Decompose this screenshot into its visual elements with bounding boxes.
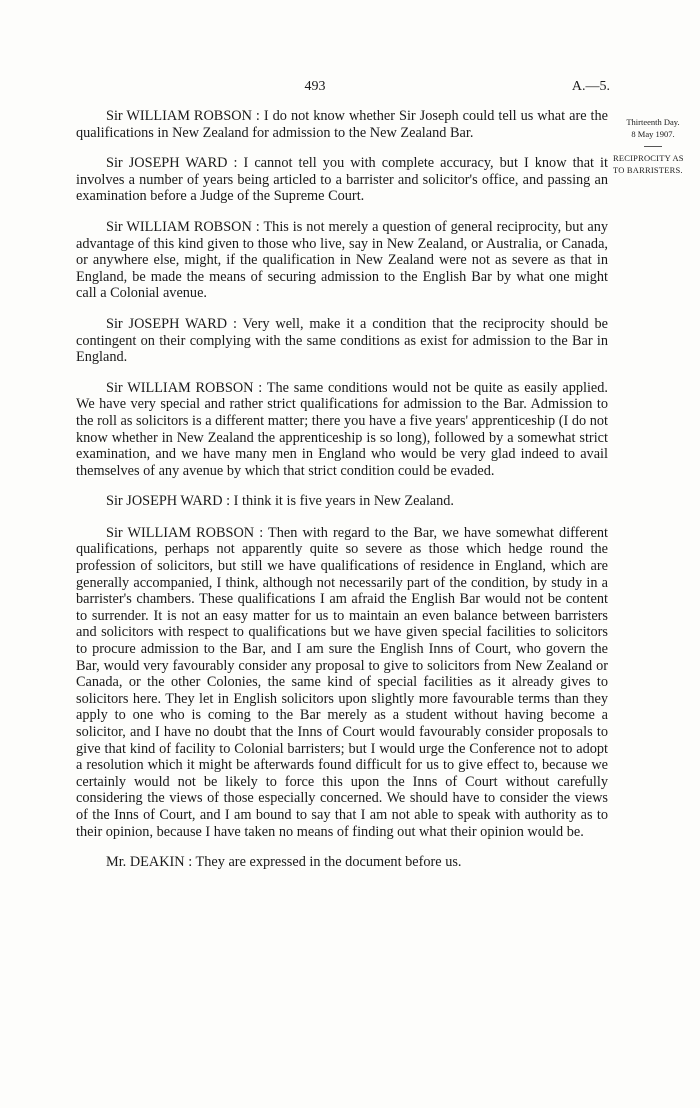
speaker-name: Sir JOSEPH WARD (106, 315, 228, 332)
transcript-paragraph: Sir JOSEPH WARD : Very well, make it a condition that the reciprocity should be contingent on their complying with the same conditions as exist for admission to the Bar in England. (76, 315, 608, 366)
speech-text: This is not merely a question of general reciprocity, but any advantage of this kind given to those who live, say in New Zealand, or Australia, or Canada, or anywhere else, might, if the qualification in New Zealand were not as severe as that in England, be made the means of securing admission to the English Bar by what one might call a Colonial avenue. (76, 218, 609, 302)
page-number: 493 (304, 79, 326, 94)
transcript-paragraph: Mr. DEAKIN : They are expressed in the document before us. (106, 854, 462, 871)
speaker-name: Sir WILLIAM ROBSON (106, 379, 254, 396)
margin-notes (613, 116, 693, 176)
speaker-name: Sir WILLIAM ROBSON (106, 524, 255, 541)
speaker-name: Sir JOSEPH WARD (106, 493, 223, 510)
margin-divider (644, 146, 662, 147)
transcript-paragraph: Sir JOSEPH WARD : I cannot tell you with complete accuracy, but I know that it involves a number of years being articled to a barrister and solicitor's office, and passing an examination before a Judge of the Supreme Court. (76, 155, 608, 205)
transcript-paragraph: Sir WILLIAM ROBSON : The same conditions would not be quite as easily applied. We have very special and rather strict qualifications for admission to the Bar. Admission to the roll as solicitors is a different matter; there you have a five years' apprenticeship (I do not know whether in New Zealand the apprenticeship is so long), followed by a somewhat strict examination, and we have many men in England who would be very glad indeed to avail themselves of any avenue by which that strict condition could be evaded. (76, 379, 609, 479)
margin-day: Thirteenth Day. (626, 117, 680, 127)
speech-text: The same conditions would not be quite as easily applied. We have very special and rather strict qualifications for admission to the Bar. Admission to the roll as solicitors is a different matter; there you have a five years' apprenticeship (I do not know whether in New Zealand the apprenticeship is so long), followed by a somewhat strict examination, and we have many men in England who would be very glad indeed to avail themselves of any avenue by which that strict condition could be evaded. (76, 379, 609, 479)
speech-text: I think it is five years in New Zealand. (233, 493, 455, 510)
transcript-paragraph: Sir JOSEPH WARD : I think it is five years in New Zealand. (106, 493, 455, 510)
margin-topic-line-1: RECIPROCITY AS (613, 153, 684, 163)
speech-text: I cannot tell you with complete accuracy, but I know that it involves a number of years being articled to a barrister and solicitor's office, and passing an examination before a Judge of the Supreme Court. (76, 155, 608, 205)
document-reference: A.—5. (571, 79, 610, 94)
margin-topic-line-2: TO BARRISTERS. (613, 165, 683, 175)
transcript-paragraph: Sir WILLIAM ROBSON : Then with regard to the Bar, we have somewhat different qualifications, perhaps not apparently quite so severe as those which hedge round the profession of solicitors, but still we have qualifications of residence in England, which are generally accompanied, I think, although not necessarily part of the condition, by study in a barrister's chambers. These qualifications I am afraid the English Bar would not be content to surrender. It is not an easy matter for us to maintain an even balance between barristers and solicitors with respect to qualifications but we have given special facilities to solicitors to procure admission to the Bar, and I am sure the English Inns of Court, who govern the Bar, would very favourably consider any proposal to give to solicitors from New Zealand or Canada, or the other Colonies, the same kind of special facilities as it already gives to solicitors here. They let in English solicitors upon slightly more favourable terms than they apply to one who is coming to the Bar merely as a student without having become a solicitor, and I have no doubt that the Inns of Court would favourably consider proposals to give that kind of facility to Colonial barristers; but I would urge the Conference not to adopt a resolution which it might be afterwards found difficult for us to give effect to, because we certainly would not be likely to force this upon the Inns of Court without carefully considering the views of those especially concerned. We should have to consider the views of the Inns of Court, and I am bound to say that I am not able to speak with authority as to their opinion, because I have taken no means of finding out what their opinion would be. (76, 524, 608, 840)
transcript-body (76, 108, 608, 885)
speech-text: Then with regard to the Bar, we have somewhat different qualifications, perhaps not apparently quite so severe as those which hedge round the profession of solicitors, but still we have qualifications of residence in England, which are generally accompanied, I think, although not necessarily part of the condition, by study in a barrister's chambers. These qualifications I am afraid the English Bar would not be content to surrender. It is not an easy matter for us to maintain an even balance between barristers and solicitors with respect to qualifications but we have given special facilities to solicitors to procure admission to the Bar, and I am sure the English Inns of Court, who govern the Bar, would very favourably consider any proposal to give to solicitors from New Zealand or Canada, or the other Colonies, the same kind of special facilities as it already gives to solicitors here. They let in English solicitors upon slightly more favourable terms than they apply to one who is coming to the Bar merely as a student without having become a solicitor, and I have no doubt that the Inns of Court would favourably consider proposals to give that kind of facility to Colonial barristers; but I would urge the Conference not to adopt a resolution which it might be afterwards found difficult for us to give effect to, because we certainly would not be likely to force this upon the Inns of Court without carefully considering the views of those especially concerned. We should have to consider the views of the Inns of Court, and I am bound to say that I am not able to speak with authority as to their opinion, because I have taken no means of finding out what their opinion would be. (76, 524, 608, 840)
speech-text: Very well, make it a condition that the reciprocity should be contingent on their complying with the same conditions as exist for admission to the Bar in England. (76, 315, 608, 366)
margin-date: 8 May 1907. (631, 129, 675, 139)
speaker-name: Sir WILLIAM ROBSON (106, 108, 252, 124)
speaker-name: Mr. DEAKIN (106, 854, 185, 871)
speaker-name: Sir JOSEPH WARD (106, 155, 228, 172)
transcript-paragraph: Sir WILLIAM ROBSON : This is not merely a question of general reciprocity, but any advantage of this kind given to those who live, say in New Zealand, or Australia, or Canada, or anywhere else, might, if the qualification in New Zealand were not as severe as that in England, be made the means of securing admission to the English Bar by what one might call a Colonial avenue. (76, 218, 609, 302)
speaker-name: Sir WILLIAM ROBSON (106, 218, 252, 235)
speech-text: They are expressed in the document before us. (195, 854, 462, 871)
transcript-paragraph: Sir WILLIAM ROBSON : I do not know whether Sir Joseph could tell us what are the qualifications in New Zealand for admission to the New Zealand Bar. (76, 108, 609, 141)
speech-text: I do not know whether Sir Joseph could tell us what are the qualifications in New Zealand for admission to the New Zealand Bar. (76, 108, 609, 141)
